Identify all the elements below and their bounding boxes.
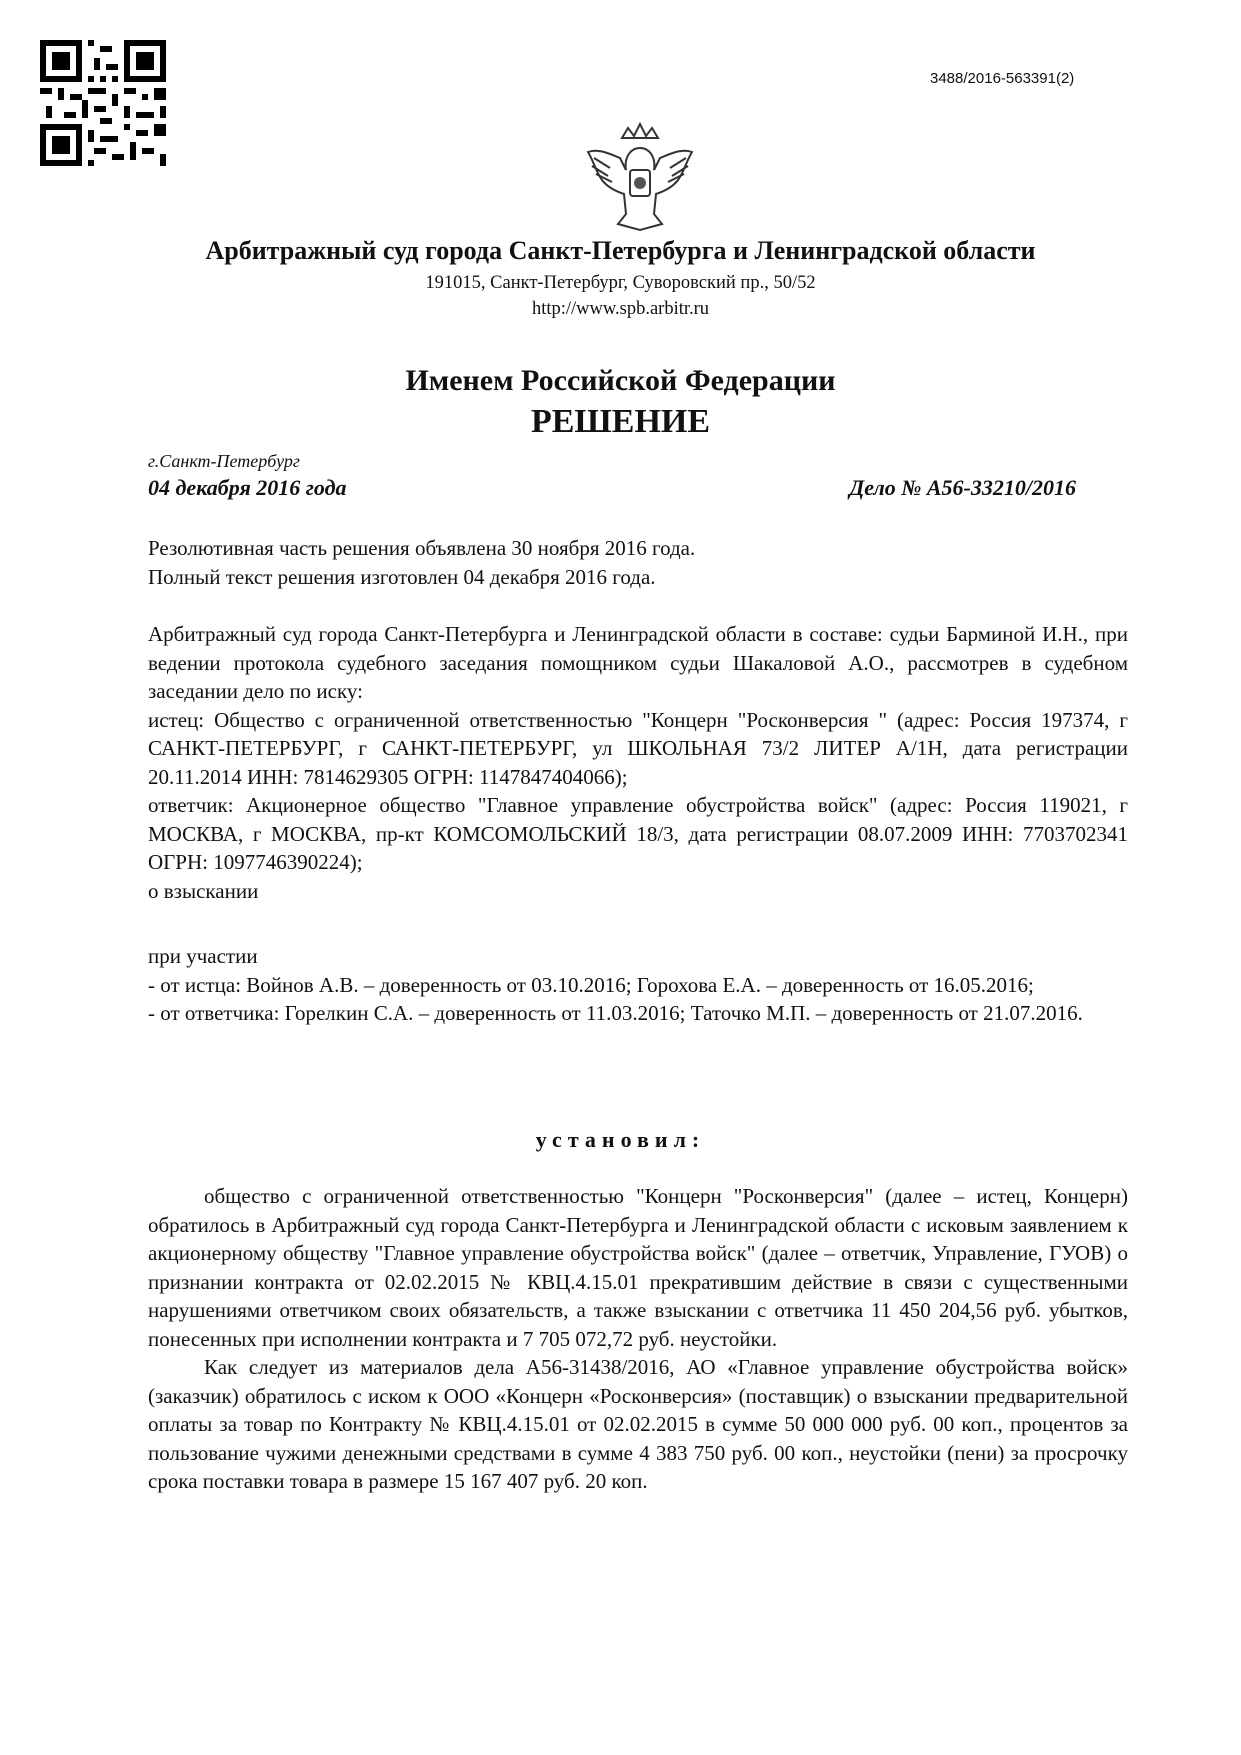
participation-heading: при участии — [148, 944, 258, 968]
claim-subject: о взыскании — [148, 878, 259, 903]
in-the-name-heading: Именем Российской Федерации — [405, 364, 836, 397]
participation-block — [148, 942, 1128, 1028]
resolution-announced: Резолютивная часть решения объявлена 30 ноября 2016 года. — [148, 536, 696, 560]
case-number: Дело № А56-33210/2016 — [849, 475, 1076, 500]
qr-code-icon — [40, 40, 166, 166]
document-type-title: РЕШЕНИЕ — [530, 403, 711, 440]
established-paragraph-1: общество с ограниченной ответственностью "Концерн "Росконверсия" (далее – истец, Концерн) обратилось в Арбитражный суд города Санкт-Петербурга и Ленинградской области с исковым заявлением к акционерному обществу "Главное управление обустройства войск" (далее – ответчик, Управление, ГУОВ) о признании контракта от 02.02.2015 № КВЦ.4.15.01 прекратившим действие в связи с существенными нарушениями ответчиком своих обязательств, а также взыскании с ответчика 11 450 204,56 руб. убытков, понесенных при исполнении контракта и 7 705 072,72 руб. неустойки. — [148, 1184, 1128, 1351]
court-website: http://www.spb.arbitr.ru — [531, 299, 710, 319]
document-id: 3488/2016-563391(2) — [930, 70, 1075, 87]
composition-block — [148, 620, 1128, 905]
court-composition: Арбитражный суд города Санкт-Петербурга и Ленинградской области в составе: судьи Барминой И.Н., при ведении протокола судебного заседания помощником судьи Шакаловой А.О., рассмотрев в судебном заседании дело по иску: — [148, 622, 1128, 703]
plaintiff-info: истец: Общество с ограниченной ответственностью "Концерн "Росконверсия " (адрес: Россия 197374, г САНКТ-ПЕТЕРБУРГ, г САНКТ-ПЕТЕРБУРГ, ул ШКОЛЬНАЯ 73/2 ЛИТЕР А/1Н, дата регистрации 20.11.2014 ИНН: 7814629305 ОГРН: 1147847404066); — [148, 707, 1128, 789]
defendant-representatives: - от ответчика: Горелкин С.А. – доверенность от 11.03.2016; Таточко М.П. – доверенность от 21.07.2016. — [148, 1001, 1083, 1025]
established-block — [148, 1182, 1128, 1496]
full-text-produced: Полный текст решения изготовлен 04 декабря 2016 года. — [148, 564, 656, 589]
decision-date: 04 декабря 2016 года — [148, 475, 347, 500]
defendant-info: ответчик: Акционерное общество "Главное управление обустройства войск" (адрес: Россия 119021, г МОСКВА, г МОСКВА, пр-кт КОМСОМОЛЬСКИЙ 18/3, дата регистрации 08.07.2009 ИНН: 7703702341 ОГРН: 1097746390224); — [148, 793, 1128, 874]
court-name: Арбитражный суд города Санкт-Петербурга и Ленинградской области — [205, 236, 1036, 265]
court-address: 191015, Санкт-Петербург, Суворовский пр., 50/52 — [425, 273, 816, 293]
plaintiff-representatives: - от истца: Войнов А.В. – доверенность от 03.10.2016; Горохова Е.А. – доверенность от 16.05.2016; — [148, 972, 1034, 997]
established-paragraph-2: Как следует из материалов дела А56-31438/2016, АО «Главное управление обустройства войск» (заказчик) обратилось с иском к ООО «Концерн «Росконверсия» (поставщик) о взыскании предварительной оплаты за товар по Контракту № КВЦ.4.15.01 от 02.02.2015 в сумме 50 000 000 руб. 00 коп., процентов за пользование чужими денежными средствами в сумме 4 383 750 руб. 00 коп., неустойки (пени) за просрочку срока поставки товара в размере 15 167 407 руб. 20 коп. — [148, 1355, 1128, 1493]
russian-coat-of-arms-icon — [580, 118, 700, 236]
city: г.Санкт-Петербург — [148, 451, 300, 471]
announcement-block — [148, 534, 1128, 591]
established-heading: установил: — [535, 1127, 706, 1152]
